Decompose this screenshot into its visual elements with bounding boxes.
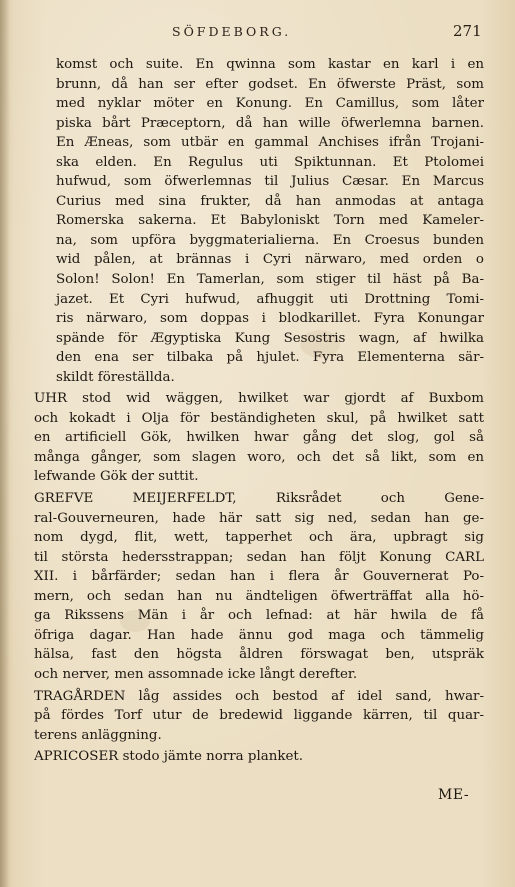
text-line: nom dygd, flit, wett, tapperhet och ära, upbragt sig [34,530,484,546]
text-line: mern, och sedan han nu ändteligen öfwerträffat alla hö- [34,588,484,604]
text-line: terens anläggning. [34,727,162,743]
text-line: Romerska sakerna. Et Babyloniskt Torn med Kameler- [56,213,484,229]
paragraph-continued-list [34,55,484,387]
text-line: hälsa, fast den högsta åldren förswagat ben, utspräk [34,647,484,663]
catchword: ME- [438,787,470,803]
text-line: och kokadt i Olja för beständigheten skul, på hwilket satt [34,410,484,426]
paragraph-uhr [34,389,484,487]
text-line: brunn, då han ser efter godset. En öfwerste Präst, som [56,76,484,92]
body-text [34,55,484,769]
text-line: Curius med sina frukter, då han anmodas at antaga [56,193,484,209]
text-line: na, som upföra byggmaterialierna. En Croesus bunden [56,232,484,248]
gutter-shadow [0,0,10,887]
text-line: Solon! Solon! En Tamerlan, som stiger til häst på Ba- [56,272,484,288]
text-line: UHR stod wid wäggen, hwilket war gjordt af Buxbom [34,391,484,407]
text-line: en artificiell Gök, hwilken hwar gång det slog, gol så [34,430,484,446]
text-line: spände för Ægyptiska Kung Sesostris wagn, af hwilka [56,330,484,346]
text-line: med nyklar möter en Konung. En Camillus, som låter [56,96,484,112]
text-line: och nerver, men assomnade icke långt derefter. [34,666,358,682]
text-line: den ena ser tilbaka på hjulet. Fyra Elementerna sär- [56,350,484,366]
page-number: 271 [453,22,482,40]
text-line: jazet. Et Cyri hufwud, afhuggit uti Drottning Tomi- [56,291,484,307]
text-line: ska elden. En Regulus uti Spiktunnan. Et Ptolomei [56,154,484,170]
text-line: En Æneas, som utbär en gammal Anchises ifrån Trojani- [56,135,484,151]
text-line: wid pålen, at brännas i Cyri närwaro, med orden o [56,252,484,268]
running-head [0,18,515,42]
text-line: XII. i bårfärder; sedan han i flera år Gouvernerat Po- [34,569,484,585]
text-line: ris närwaro, som doppas i blodkarillet. Fyra Konungar [56,311,484,327]
text-line: lefwande Gök der suttit. [34,469,199,485]
text-line: hufwud, som öfwerlemnas til Julius Cæsar. En Marcus [56,174,484,190]
paragraph-tragarden [34,687,484,746]
text-line: TRAGÅRDEN låg assides och bestod af idel sand, hwar- [34,688,484,704]
text-line: på fördes Torf utur de bredewid liggande kärren, til quar- [34,708,484,724]
running-title: SÖFDEBORG. [172,24,292,39]
text-line: komst och suite. En qwinna som kastar en karl i en [56,57,484,72]
text-line: til största hedersstrappan; sedan han följt Konung CARL [34,549,484,565]
paragraph-apricoser [34,747,484,767]
paragraph-grefve-meijerfeldt [34,489,484,684]
text-line: GREFVE MEIJERFELDT, Riksrådet och Gene- [34,491,484,507]
text-line: ral-Gouverneuren, hade här satt sig ned, sedan han ge- [34,510,484,526]
text-line: många gånger, som slagen woro, och det så likt, som en [34,449,484,465]
text-line: ga Rikssens Män i år och lefnad: at här hwila de få [34,608,484,624]
text-line: öfriga dagar. Han hade ännu god maga och tämmelig [34,627,484,643]
text-line: piska bårt Præceptorn, då han wille öfwerlemna barnen. [56,115,484,131]
text-line: APRICOSER stodo jämte norra planket. [34,749,304,765]
text-line: skildt föreställda. [56,369,175,385]
